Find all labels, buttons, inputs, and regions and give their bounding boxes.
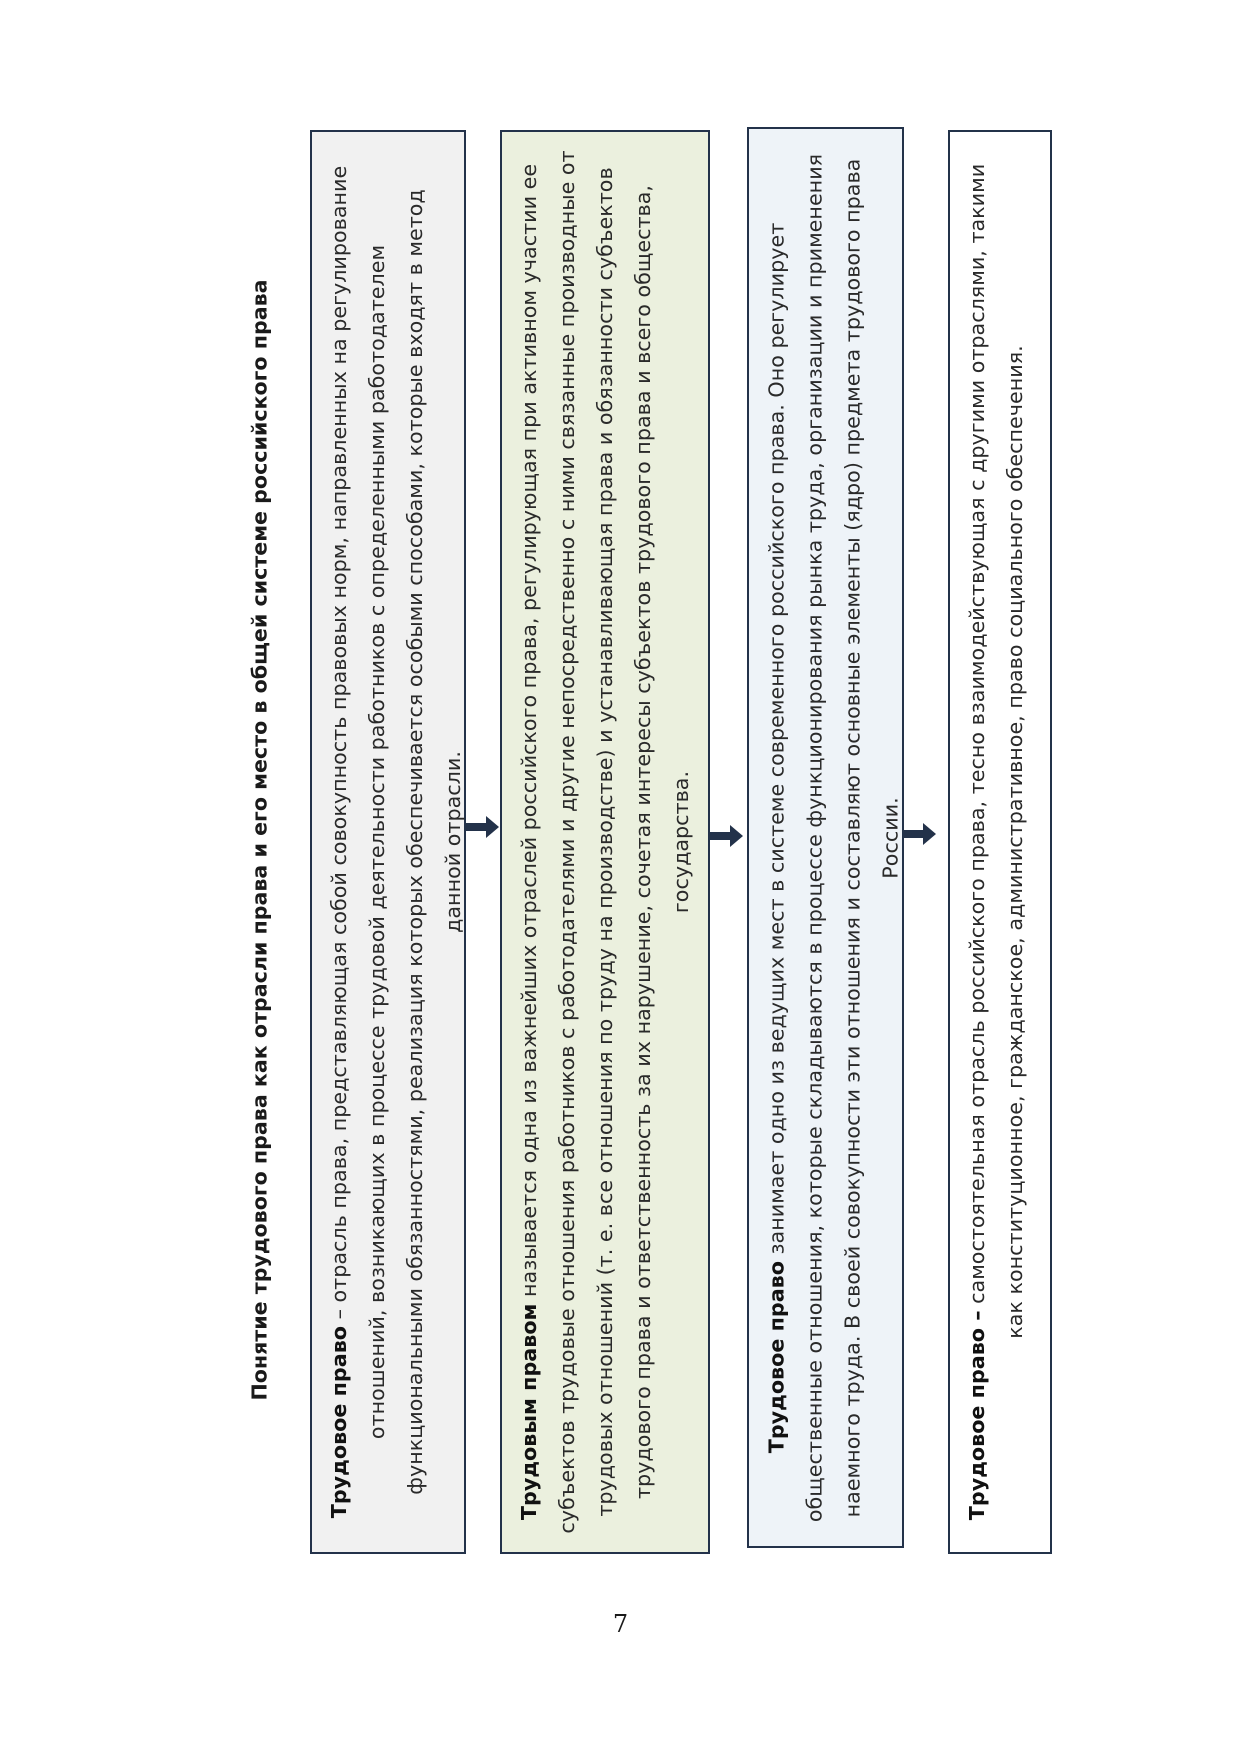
page-number: 7 [612,1610,629,1638]
definition-text-4: самостоятельная отрасль российского права, тесно взаимодействующая с другими отраслями, такими как конституционное, гражданское, административное, право социального обеспечения. [965,163,1027,1339]
definition-term-4: Трудовое право – [965,1310,989,1521]
definition-term-3: Трудовое право [764,1260,788,1453]
definition-block-1 [310,130,466,1554]
definition-term-2: Трудовым правом [517,1303,541,1521]
definition-block-4-content [950,132,1050,1552]
definition-block-3-content [749,129,902,1546]
arrow-right-icon [466,814,500,840]
arrow-right-icon [710,823,744,849]
definition-block-3 [747,127,904,1548]
definition-block-2-content [502,132,708,1552]
page-title: Понятие трудового права как отрасли права и его место в общей системе российского права [248,279,272,1401]
arrow-right-icon [903,821,937,847]
definition-text-2: называется одна из важнейших отраслей российского права, регулирующая при активном участии ее субъектов трудовые отношения работников с работодателями и другие непосредственно с ними связанные производные от трудовых отношений (т. е. все отношения по труду на производстве) и устанавливающая права и обязанности субъектов трудового права и ответственность за их нарушение, сочетая интересы субъектов трудового права и всего общества, государства. [517,150,693,1534]
definition-block-1-content [312,132,464,1552]
definition-text-1: – отрасль права, представляющая собой совокупность правовых норм, направленных на регулирование отношений, возникающих в процессе трудовой деятельности работников с определенными работодателем функциональными обязанностями, реализация которых обеспечивается особыми способами, которые входят в метод данной отрасли. [327,165,465,1495]
page-title-container [240,230,280,1450]
definition-term-1: Трудовое право [327,1326,351,1519]
definition-block-2 [500,130,710,1554]
definition-text-3: занимает одно из ведущих мест в системе современного российского права. Оно регулирует общественные отношения, которые складываются в процессе функционирования рынка труда, организации и применения наемного труда. В своей совокупности эти отношения и составляют основные элементы (ядро) предмета трудового права России. [764,153,902,1522]
definition-block-4 [948,130,1052,1554]
